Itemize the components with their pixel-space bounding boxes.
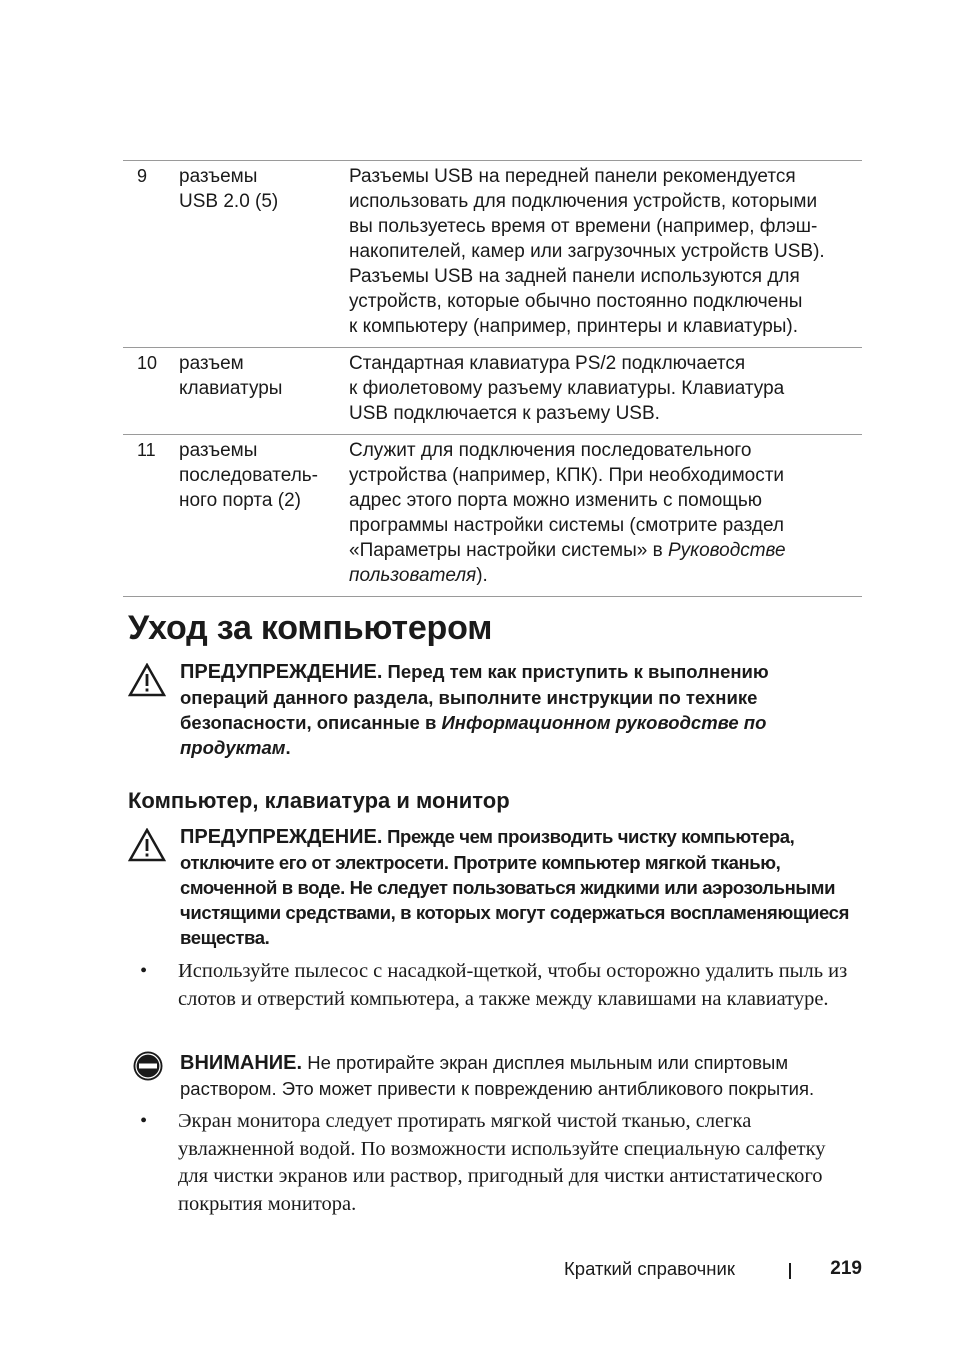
connector-table — [123, 160, 862, 597]
caution-circle-icon — [132, 1050, 164, 1082]
list-item — [140, 1108, 860, 1218]
list-item-text: Используйте пылесос с насадкой-щеткой, чтобы осторожно удалить пыль из слотов и отверстий компьютера, а также между клавишами на клавиатуре. — [178, 960, 848, 1010]
page-footer — [560, 1255, 862, 1283]
page-number: 219 — [830, 1258, 862, 1279]
connector-name: разъемы последователь- ного порта (2) — [179, 440, 319, 511]
caution-text: ВНИМАНИЕ. Не протирайте экран дисплея мыльным или спиртовым раствором. Это может привести к повреждению антибликового покрытия. — [180, 1052, 815, 1099]
warning-lead: ПРЕДУПРЕЖДЕНИЕ. — [180, 661, 383, 683]
connector-name: разъемы USB 2.0 (5) — [179, 166, 279, 212]
warning-text: ПРЕДУПРЕЖДЕНИЕ. Перед тем как приступить к выполнению операций данного раздела, выполните инструкции по технике безопасности, описанные в Информационном руководстве по продуктам. — [180, 661, 769, 758]
connector-name: разъем клавиатуры — [179, 353, 283, 399]
footer-label: Краткий справочник — [564, 1258, 735, 1279]
bullet-marker: • — [140, 1110, 148, 1132]
warning-notice — [128, 824, 858, 950]
connector-description: Разъемы USB на передней панели рекомендуется использовать для подключения устройств, которыми вы пользуетесь время от времени (например, флэш- накопителей, камер или загрузочных устройств USB). Разъемы USB на задней панели используются для устройств, которые обычно постоянно подключены к компьютеру (например, принтеры и клавиатуры). — [349, 166, 825, 337]
caution-notice — [128, 1050, 858, 1101]
row-number: 11 — [137, 440, 156, 460]
table-row — [123, 435, 862, 597]
footer-divider — [789, 1263, 791, 1279]
table-row — [123, 348, 862, 435]
manual-reference: Руководстве — [667, 540, 786, 561]
bullet-marker: • — [140, 960, 148, 982]
list-item — [140, 958, 860, 1013]
manual-reference: Информационном руководстве по продуктам — [180, 712, 767, 758]
warning-triangle-icon — [128, 663, 166, 697]
warning-triangle-icon — [128, 828, 166, 862]
row-number: 10 — [137, 353, 158, 373]
connector-description: Служит для подключения последовательного устройства (например, КПК). При необходимости адрес этого порта можно изменить с помощью программы настройки системы (смотрите раздел «Параметры настройки системы» в Руководстве пользователя). — [349, 440, 786, 586]
connector-description: Стандартная клавиатура PS/2 подключается к фиолетовому разъему клавиатуры. Клавиатура USB подключается к разъему USB. — [349, 353, 785, 424]
list-item-text: Экран монитора следует протирать мягкой чистой тканью, слегка увлажненной водой. По возможности используйте специальную салфетку для чистки экранов или раствор, пригодный для чистки антистатического покрытия монитора. — [178, 1110, 826, 1215]
subsection-title: Компьютер, клавиатура и монитор — [128, 788, 510, 813]
row-number: 9 — [137, 166, 148, 186]
section-title: Уход за компьютером — [128, 609, 493, 647]
manual-reference: пользователя — [349, 565, 477, 586]
warning-text: ПРЕДУПРЕЖДЕНИЕ. Прежде чем производить чистку компьютера, отключите его от электросети. Протрите компьютер мягкой тканью, смоченной в воде. Не следует пользоваться жидкими или аэрозольными чистящими средствами, в которых могут содержаться воспламеняющиеся вещества. — [180, 826, 849, 948]
table-row — [123, 161, 862, 348]
warning-lead: ПРЕДУПРЕЖДЕНИЕ. — [180, 826, 383, 848]
warning-notice — [128, 659, 858, 760]
caution-lead: ВНИМАНИЕ. — [180, 1052, 303, 1074]
